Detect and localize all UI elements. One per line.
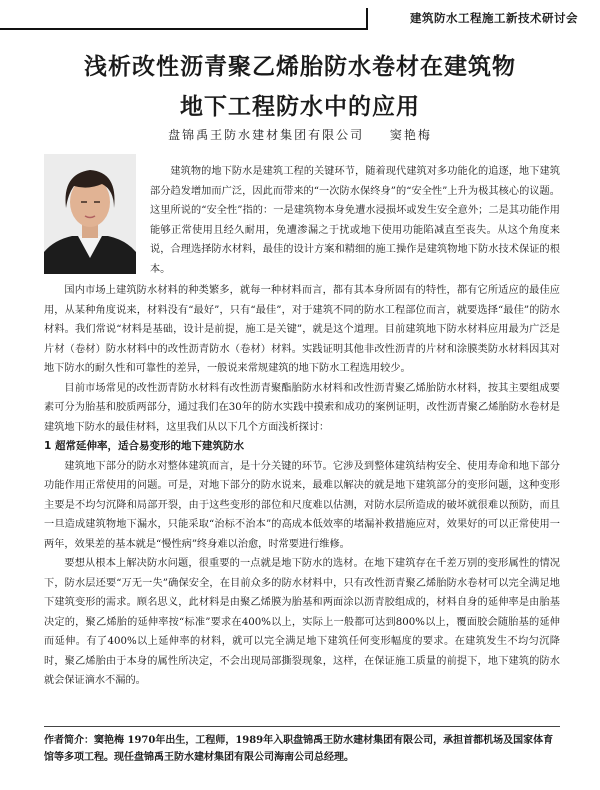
article-title-line2: 地下工程防水中的应用 <box>180 94 420 120</box>
author-name: 窦艳梅 <box>389 128 432 142</box>
author-note: 作者简介：窦艳梅 1970年出生，工程师，1989年入职盘锦禹王防水建材集团有限公司，承担首都机场及国家体育馆等多项工程。现任盘锦禹王防水建材集团有限公司海南公司总经理。 <box>44 735 554 763</box>
byline <box>0 126 600 143</box>
author-photo <box>44 154 136 274</box>
article-title-line1: 浅析改性沥青聚乙烯胎防水卷材在建筑物 <box>84 54 516 80</box>
header-text: 建筑防水工程施工新技术研讨会 <box>410 11 578 25</box>
paragraph-4: 建筑地下部分的防水对整体建筑而言，是十分关键的环节。它涉及到整体建筑结构安全、使用寿命和地下部分功能作用正常使用的问题。可是，对地下部分的防水说来，最难以解决的就是地下建筑部分的变形问题，这种变形主要是不均匀沉降和局部开裂，由于这些变形的部位和尺度难以估测，对防水层所造成的破坏就很难以预防，而且一旦造成建筑物地下漏水，只能采取“治标不治本”的高成本低效率的堵漏补救措施应对，效果好的可以正常使用一两年，效果差的基本就是“慢性病”终身难以治愈，时常要进行维修。 <box>44 460 560 550</box>
section-heading: 1 超常延伸率，适合易变形的地下建筑防水 <box>44 440 244 452</box>
footnote-rule <box>44 726 560 727</box>
paragraph-3: 目前市场常见的改性沥青防水材料有改性沥青聚酯胎防水材料和改性沥青聚乙烯胎防水材料，按其主要组成要素可分为胎基和胶质两部分，通过我们在30年的防水实践中摸索和成功的案例证明，改性沥青聚乙烯胎防水卷材是建筑地下防水的最佳材料，这里我们从以下几个方面浅析探讨： <box>44 382 560 433</box>
header-tab <box>366 8 600 30</box>
paragraph-2: 国内市场上建筑防水材料的种类繁多，就每一种材料而言，都有其本身所固有的特性，都有它所适应的最佳应用，从某种角度说来，材料没有“最好”，只有“最佳”，对于建筑不同的防水工程部位而言，就要选择“最佳”的防水材料。我们常说“材料是基础，设计是前提，施工是关键”，就是这个道理。目前建筑地下防水材料应用最为广泛是片材（卷材）防水材料中的改性沥青防水（卷材）材料。实践证明其他非改性沥青的片材和涂膜类防水材料因其对地下防水的耐久性和可靠性的差异，一般说来常规建筑的地下防水工程选用较少。 <box>44 285 560 374</box>
article-body <box>44 281 560 691</box>
paragraph-5: 要想从根本上解决防水问题，很重要的一点就是地下防水的选材。在地下建筑存在千差万别的变形属性的情况下，防水层还要“万无一失”确保安全，在目前众多的防水材料中，只有改性沥青聚乙烯胎防水卷材可以完全满足地下建筑变形的需求。顾名思义，此材料是由聚乙烯膜为胎基和两面涂以沥青胶组成的，材料自身的延伸率是由胎基决定的，聚乙烯胎的延伸率按“标准”要求在400%以上，实际上一般都可达到800%以上，覆面胶会随胎基的延伸而延伸。有了400%以上延伸率的材料，就可以完全满足地下建筑任何变形幅度的要求。在建筑发生不均匀沉降时，聚乙烯胎由于本身的属性所决定，不会出现局部撕裂现象，这样，在保证施工质量的前提下，地下建筑的防水就会保证滴水不漏的。 <box>44 558 560 686</box>
running-header <box>0 8 600 30</box>
author-organization: 盘锦禹王防水建材集团有限公司 <box>168 128 365 142</box>
paragraph-intro: 建筑物的地下防水是建筑工程的关键环节，随着现代建筑对多功能化的追逐，地下建筑部分趋发增加而广泛，因此而带来的“一次防水保终身”的“安全性”上升为极其核心的议题。这里所说的“安全性”指的：一是建筑物本身免遭水浸损坏或发生安全意外；二是其功能作用能够正常使用且经久耐用，免遭渗漏之于扰或地下使用功能陷减直至丧失。从这个角度来说，合理选择防水材料，最佳的设计方案和精细的施工操作是建筑物地下防水技术保证的根本。 <box>150 166 560 275</box>
author-portrait-image <box>44 154 136 274</box>
